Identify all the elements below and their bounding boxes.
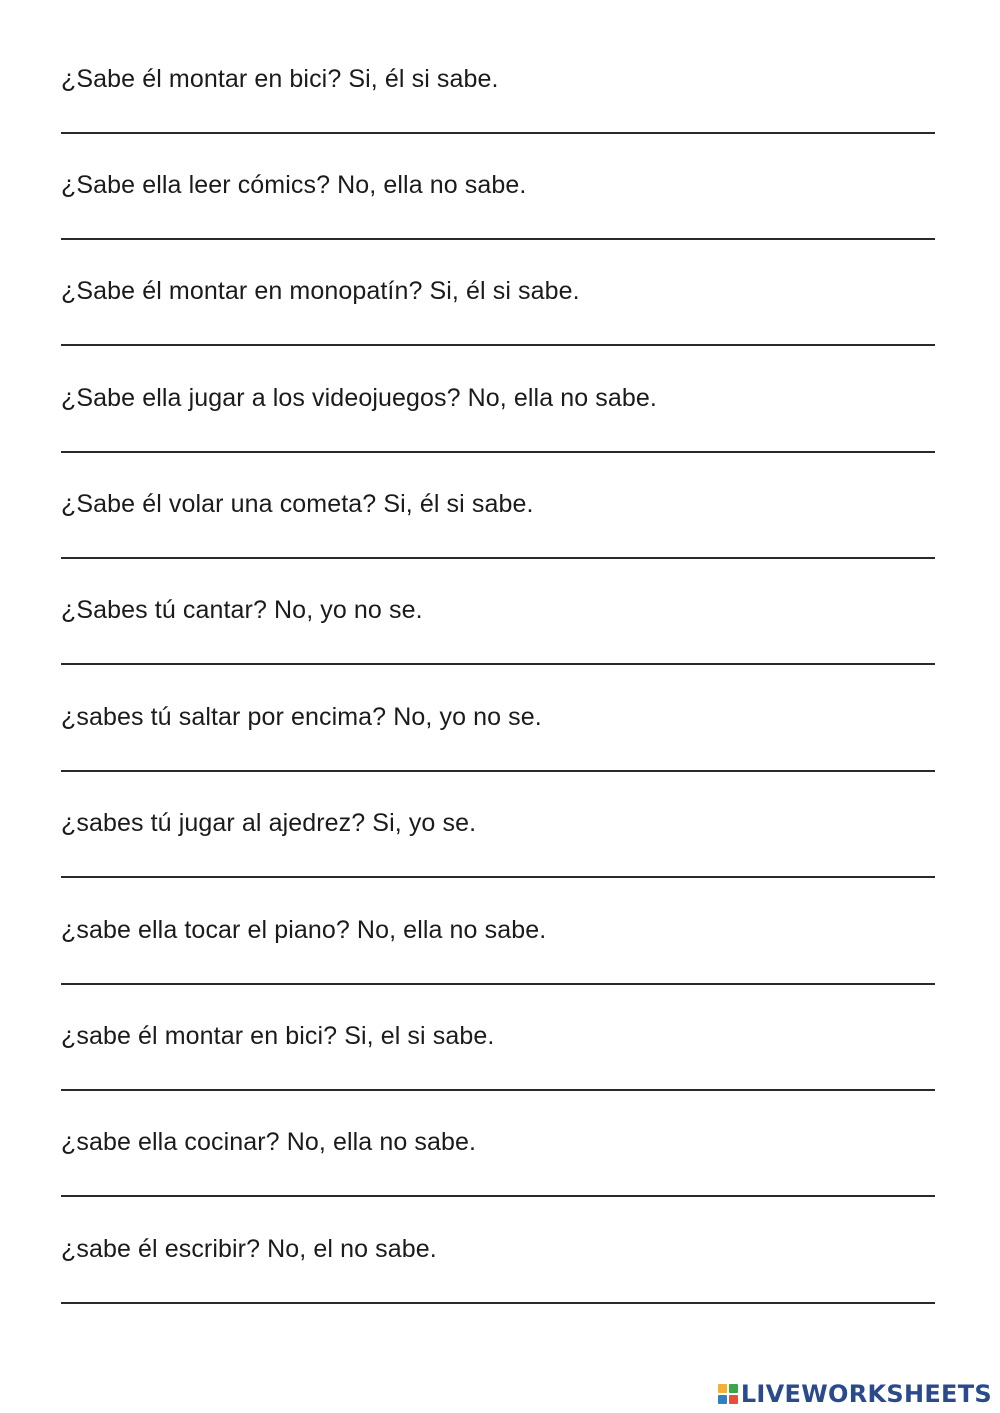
exercise-item-7 [61,702,935,808]
logo-square-2 [729,1384,738,1393]
answer-line[interactable] [61,557,935,559]
exercise-item-2 [61,170,935,276]
exercise-item-8 [61,808,935,914]
answer-line[interactable] [61,1302,935,1304]
answer-line[interactable] [61,663,935,665]
answer-line[interactable] [61,132,935,134]
logo-text: LIVEWORKSHEETS [740,1380,992,1408]
exercise-item-3 [61,276,935,382]
exercise-item-12 [61,1234,935,1340]
liveworksheets-logo [718,1380,992,1408]
logo-square-1 [718,1384,727,1393]
answer-line[interactable] [61,1195,935,1197]
question-text: ¿Sabe él montar en bici? Si, él si sabe. [61,65,499,93]
question-text: ¿Sabe él montar en monopatín? Si, él si sabe. [61,277,580,305]
question-text: ¿Sabes tú cantar? No, yo no se. [61,596,423,624]
exercise-item-5 [61,489,935,595]
answer-line[interactable] [61,770,935,772]
exercise-item-11 [61,1127,935,1233]
question-text: ¿sabe ella cocinar? No, ella no sabe. [61,1128,477,1156]
logo-square-4 [729,1395,738,1404]
question-text: ¿sabe ella tocar el piano? No, ella no sabe. [61,916,547,944]
exercise-item-10 [61,1021,935,1127]
liveworksheets-logo-icon [718,1384,738,1404]
question-text: ¿sabe él montar en bici? Si, el si sabe. [61,1022,495,1050]
answer-line[interactable] [61,876,935,878]
question-text: ¿Sabe ella leer cómics? No, ella no sabe. [61,171,527,199]
answer-line[interactable] [61,344,935,346]
exercise-item-4 [61,383,935,489]
exercise-item-9 [61,915,935,1021]
answer-line[interactable] [61,238,935,240]
question-text: ¿sabes tú jugar al ajedrez? Si, yo se. [61,809,477,837]
logo-square-3 [718,1395,727,1404]
question-text: ¿sabes tú saltar por encima? No, yo no se. [61,703,542,731]
question-text: ¿sabe él escribir? No, el no sabe. [61,1235,437,1263]
answer-line[interactable] [61,451,935,453]
answer-line[interactable] [61,1089,935,1091]
answer-line[interactable] [61,983,935,985]
question-text: ¿Sabe ella jugar a los videojuegos? No, ella no sabe. [61,384,657,412]
exercise-item-1 [61,64,935,170]
exercise-item-6 [61,595,935,701]
question-text: ¿Sabe él volar una cometa? Si, él si sabe. [61,490,534,518]
